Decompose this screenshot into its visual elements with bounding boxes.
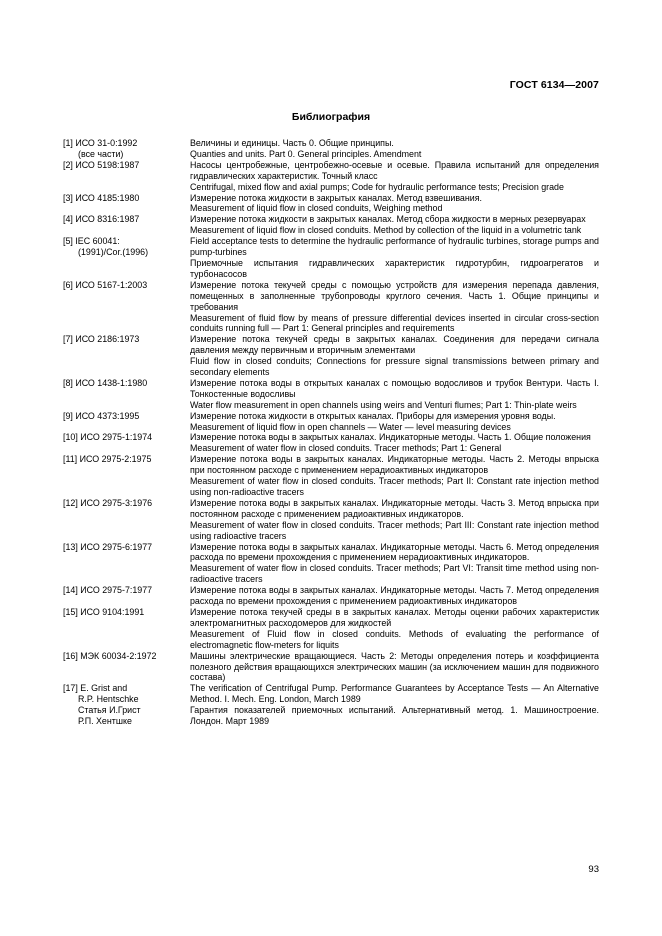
entry-number-and-code [63, 585, 188, 596]
page-number: 93 [588, 864, 599, 875]
entry-titles [190, 280, 599, 335]
page-title: Библиография [291, 111, 371, 123]
entry-titles [190, 542, 599, 586]
entry-title: Measurement of fluid flow by means of pressure differential devices inserted in circular cross-section conduits running full — Part 1: General principles and requirements [190, 312, 599, 334]
entry-title: Measurement of water flow in closed conduits. Tracer methods; Part III: Constant rate injection method using radioactive tracers [190, 519, 599, 541]
entry-number: [13] [63, 541, 78, 552]
entry-reference [63, 236, 190, 280]
entry-number-and-code [63, 454, 188, 465]
entry-code: ИСО 31-0:1992 [75, 138, 138, 148]
entry-title: Гарантия показателей приемочных испытаний. Альтернативный метод. 1. Машиностроение. Лондон. Март 1989 [190, 705, 599, 727]
entry-number: [8] [63, 377, 73, 388]
entry-reference [63, 454, 190, 498]
entry-titles [190, 454, 599, 498]
entry-title: Measurement of Fluid flow in closed conduits. Methods of evaluating the performance of electromagnetic flow-meters for liquits [190, 628, 599, 650]
entry-code: МЭК 60034-2:1972 [80, 650, 157, 661]
entry-title: Измерение потока жидкости в открытых каналах. Приборы для измерения уровня воды. [190, 410, 556, 421]
entry-code: ИСО 2975-3:1976 [80, 497, 153, 508]
entry-title: Измерение потока текучей среды в закрытых каналах. Соединения для передачи сигнала давления между первичным и вторичным элементами [190, 334, 599, 356]
entry-code: ИСО 9104:1991 [80, 606, 145, 617]
entry-number: [9] [63, 410, 73, 421]
entry-number-and-code [63, 432, 188, 443]
bibliography-entry [63, 193, 599, 215]
entry-code: ИСО 8316:1987 [75, 214, 140, 225]
bibliography-entry [63, 432, 599, 454]
entry-reference [63, 585, 190, 607]
entry-title: Измерение потока воды в закрытых каналах. Индикаторные методы. Часть 7. Метод определения расхода по времени прохождения с применением радиоактивных индикаторов [190, 585, 599, 607]
entry-number-and-code [63, 683, 188, 694]
entry-code: ИСО 2975-6:1977 [80, 541, 153, 552]
entry-number: [17] [63, 683, 78, 694]
entry-title: Машины электрические вращающиеся. Часть 2: Методы определения потерь и коэффициента полезного действия вращающихся электрических машин (за исключением машин для подвижного состава) [190, 650, 599, 683]
entry-number-and-code [63, 542, 188, 553]
entry-code: ИСО 2186:1973 [75, 334, 140, 345]
entry-number: [12] [63, 497, 78, 508]
entry-title: Measurement of liquid flow in open channels — Water — level measuring devices [190, 421, 511, 432]
entry-code: ИСО 5198:1987 [75, 159, 140, 170]
entry-reference [63, 160, 190, 193]
entry-title: Quanties and units. Part 0. General principles. Amendment [190, 148, 422, 159]
bibliography-entry [63, 334, 599, 378]
entry-number: [16] [63, 650, 78, 661]
entry-titles [190, 683, 599, 727]
entry-title: Centrifugal, mixed flow and axial pumps; Code for hydraulic performance tests; Precision grade [190, 181, 564, 192]
entry-reference [63, 334, 190, 378]
bibliography-entry [63, 236, 599, 280]
entry-number-and-code [63, 651, 188, 662]
entry-reference [63, 432, 190, 454]
entry-number-and-code [63, 236, 188, 247]
entry-title: The verification of Centrifugal Pump. Performance Guarantees by Acceptance Tests — An Alternative Method. I. Mech. Eng. London, March 1989 [190, 683, 599, 705]
entry-titles [190, 498, 599, 542]
entry-titles [190, 607, 599, 651]
entry-code-continuation: (все части) [78, 148, 124, 159]
entry-number-and-code [63, 378, 188, 389]
bibliography-entry [63, 214, 599, 236]
entry-number: [14] [63, 585, 78, 596]
entry-titles [190, 585, 599, 607]
entry-code: ИСО 2975-2:1975 [79, 454, 152, 465]
entry-title: Measurement of water flow in closed conduits. Tracer methods; Part II: Constant rate injection method using non-radioactive tracers [190, 476, 599, 497]
entry-number: [15] [63, 606, 78, 617]
bibliography-entry [63, 498, 599, 542]
entry-title: Measurement of liquid flow in closed conduits. Method by collection of the liquid in a volumetric tank [190, 225, 582, 236]
entry-code: ИСО 5167-1:2003 [75, 279, 148, 290]
bibliography-entry [63, 411, 599, 433]
entry-title: Field acceptance tests to determine the hydraulic performance of hydraulic turbines, storage pumps and pump-turbines [190, 236, 599, 258]
entry-title: Приемочные испытания гидравлических характеристик гидротурбин, гидроагрегатов и турбонасосов [190, 257, 599, 279]
entry-code: ИСО 4373:1995 [75, 410, 140, 421]
entry-titles [190, 236, 599, 280]
entry-reference [63, 280, 190, 335]
entry-reference [63, 411, 190, 433]
entry-number: [7] [63, 334, 73, 345]
entry-code: ИСО 2975-1:1974 [80, 432, 153, 443]
entry-number-and-code [63, 607, 188, 618]
entry-reference [63, 542, 190, 586]
entry-reference [63, 651, 190, 684]
entry-code: ИСО 4185:1980 [75, 192, 140, 203]
entry-reference [63, 214, 190, 236]
entry-title: Measurement of water flow in closed conduits. Tracer methods; Part VI: Transit time method using non-radioactive tracers [190, 563, 599, 585]
entry-title: Измерение потока воды в закрытых каналах. Индикаторные методы. Часть 1. Общие положения [190, 432, 591, 443]
entry-number: [2] [63, 159, 73, 170]
entry-titles [190, 651, 599, 684]
entry-number: [4] [63, 214, 73, 225]
entry-titles [190, 138, 599, 160]
entry-title: Measurement of water flow in closed conduits. Tracer methods; Part 1: General [190, 443, 502, 454]
entry-number: [6] [63, 279, 73, 290]
entry-number: [11] [63, 454, 78, 465]
entry-title: Измерение потока текучей среды в в закрытых каналах. Методы оценки рабочих характеристик электромагнитных расходомеров для жидкостей [190, 606, 599, 628]
entry-code: ИСО 1438-1:1980 [75, 377, 148, 388]
entry-title: Измерение потока жидкости в закрытых каналах. Метод взвешивания. [190, 192, 483, 203]
entry-code: IEC 60041: [75, 236, 120, 247]
bibliography-entry [63, 651, 599, 684]
entry-reference [63, 138, 190, 160]
entry-title: Измерение потока воды в закрытых каналах. Индикаторные методы. Часть 6. Метод определения расхода по времени прохождения с применением нерадиоактивных индикаторов. [190, 541, 599, 563]
entry-title: Величины и единицы. Часть 0. Общие принципы. [190, 138, 394, 148]
entry-title: Измерение потока жидкости в закрытых каналах. Метод сбора жидкости в мерных резервуарах [190, 214, 586, 225]
entry-title: Насосы центробежные, центробежно-осевые и осевые. Правила испытаний для определения гидравлических характеристик. Точный класс [190, 159, 599, 181]
entry-code-continuation: Р.П. Хентшке [78, 716, 132, 727]
bibliography-entry [63, 683, 599, 727]
entry-title: Измерение потока текучей среды с помощью устройств для измерения перепада давления, помещенных в заполненные трубопроводы круглого сечения. Часть 1. Общие принципы и требования [190, 279, 599, 312]
entry-title: Измерение потока воды в закрытых каналах. Индикаторные методы. Часть 3. Метод впрыска при постоянном расходе с применением радиоактивных индикаторов. [190, 497, 599, 519]
entry-title: Измерение потока воды в закрытых каналах. Индикаторные методы. Часть 2. Методы впрыска при постоянном расходе с применением нерадиоактивных индикаторов [190, 454, 599, 476]
entry-code-continuation: Статья И.Грист [78, 705, 141, 716]
entry-number-and-code [63, 160, 188, 171]
entry-reference [63, 378, 190, 411]
entry-titles [190, 334, 599, 378]
entry-number-and-code [63, 334, 188, 345]
entry-number: [5] [63, 236, 73, 247]
entry-reference [63, 607, 190, 651]
entry-reference [63, 498, 190, 542]
bibliography-entry [63, 585, 599, 607]
entry-number-and-code [63, 193, 188, 204]
entry-code-continuation: R.P. Hentschke [78, 694, 139, 705]
entry-number: [3] [63, 192, 73, 203]
bibliography-entry [63, 138, 599, 160]
entry-number-and-code [63, 411, 188, 422]
bibliography-entry [63, 607, 599, 651]
entry-number-and-code [63, 138, 188, 149]
entry-titles [190, 378, 599, 411]
entry-titles [190, 432, 599, 454]
entry-code: ИСО 2975-7:1977 [80, 585, 153, 596]
entry-number: [1] [63, 138, 73, 148]
entry-number: [10] [63, 432, 78, 443]
entry-title: Fluid flow in closed conduits; Connections for pressure signal transmissions between primary and secondary elements [190, 356, 599, 378]
bibliography-entry [63, 542, 599, 586]
entry-reference [63, 193, 190, 215]
entry-title: Измерение потока воды в открытых каналах с помощью водосливов и трубок Вентури. Часть I. Тонкостенные водосливы [190, 377, 599, 399]
entry-titles [190, 411, 599, 433]
entry-number-and-code [63, 214, 188, 225]
entry-titles [190, 193, 599, 215]
document-header: ГОСТ 6134—2007 [509, 79, 599, 91]
entry-code-continuation: (1991)/Cor.(1996) [78, 247, 149, 258]
entry-titles [190, 214, 599, 236]
entry-reference [63, 683, 190, 727]
bibliography-entry [63, 454, 599, 498]
bibliography-list [63, 138, 599, 727]
entry-number-and-code [63, 280, 188, 291]
entry-code: E. Grist and [80, 683, 128, 694]
entry-titles [190, 160, 599, 193]
bibliography-entry [63, 378, 599, 411]
entry-title: Water flow measurement in open channels using weirs and Venturi flumes; Part 1: Thin-plate weirs [190, 399, 577, 410]
entry-title: Measurement of liquid flow in closed conduits, Weighing method [190, 203, 443, 214]
bibliography-entry [63, 160, 599, 193]
entry-number-and-code [63, 498, 188, 509]
bibliography-entry [63, 280, 599, 335]
